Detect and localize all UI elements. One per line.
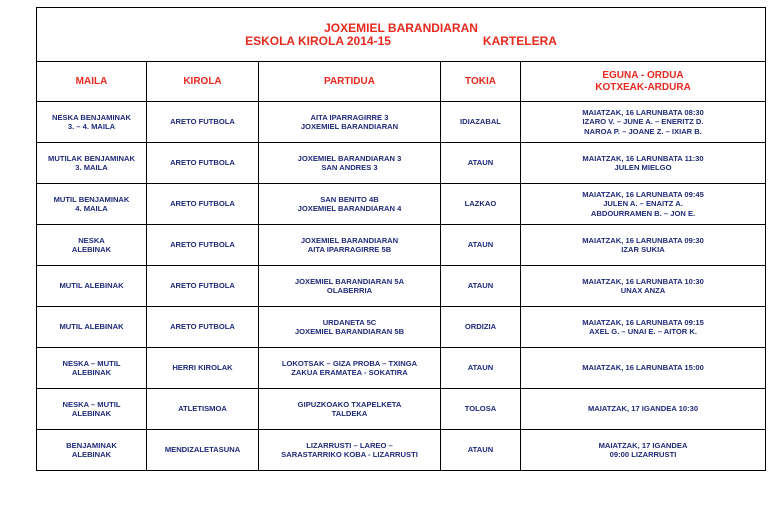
maila-cell bbox=[37, 430, 147, 471]
eguna-ordua-cell bbox=[521, 184, 766, 225]
cell-text: MAIATZAK, 17 IGANDEA 10:30 bbox=[587, 404, 699, 414]
header-text: KIROLA bbox=[183, 75, 222, 87]
eguna-ordua-cell bbox=[521, 225, 766, 266]
program-name: ESKOLA KIROLA 2014-15 bbox=[245, 33, 391, 48]
header-text: TOKIA bbox=[465, 75, 496, 87]
section-name: KARTELERA bbox=[482, 33, 557, 48]
cell-text: SAN ANDRES 3 bbox=[321, 163, 378, 172]
partidua-cell bbox=[259, 266, 441, 307]
cell-text: ATAUN bbox=[467, 158, 494, 168]
header-text: MAILA bbox=[75, 75, 108, 87]
partidua-cell bbox=[259, 348, 441, 389]
tokia-cell bbox=[441, 225, 521, 266]
cell-text: LAZKAO bbox=[464, 199, 497, 209]
maila-cell bbox=[37, 102, 147, 143]
cell-text: JULEN MIELGO bbox=[614, 163, 672, 172]
eguna-ordua-cell bbox=[521, 143, 766, 184]
schedule-table bbox=[36, 7, 766, 471]
kirola-cell bbox=[147, 430, 259, 471]
document-title bbox=[37, 8, 766, 62]
partidua-cell bbox=[259, 430, 441, 471]
header-row bbox=[37, 62, 766, 102]
cell-text: MAIATZAK, 16 LARUNBATA 09:45 bbox=[582, 189, 704, 199]
cell-text: MAIATZAK, 16 LARUNBATA 09:30 bbox=[582, 235, 704, 245]
cell-text: TOLOSA bbox=[464, 404, 497, 414]
table-row bbox=[37, 348, 766, 389]
cell-text: TALDEKA bbox=[331, 409, 368, 418]
cell-text: HERRI KIROLAK bbox=[172, 363, 233, 373]
cell-text: ALEBINAK bbox=[71, 409, 112, 418]
table-row bbox=[37, 430, 766, 471]
cell-text: LIZARRUSTI – LAREO – bbox=[306, 440, 393, 450]
cell-text: JOXEMIEL BARANDIARAN bbox=[300, 235, 399, 245]
cell-text: IDIAZABAL bbox=[460, 117, 501, 127]
partidua-cell bbox=[259, 143, 441, 184]
cell-text: JOXEMIEL BARANDIARAN 3 bbox=[297, 153, 402, 163]
kirola-cell bbox=[147, 184, 259, 225]
cell-text: SAN BENITO 4B bbox=[320, 194, 379, 204]
cell-text: ATAUN bbox=[467, 240, 494, 250]
maila-cell bbox=[37, 225, 147, 266]
cell-text: ARETO FUTBOLA bbox=[170, 240, 235, 250]
header-tokia bbox=[441, 62, 521, 102]
kirola-cell bbox=[147, 143, 259, 184]
tokia-cell bbox=[441, 307, 521, 348]
eguna-ordua-cell bbox=[521, 348, 766, 389]
cell-text: ARETO FUTBOLA bbox=[170, 281, 235, 291]
cell-text: NESKA BENJAMINAK bbox=[51, 112, 132, 122]
cell-text: JOXEMIEL BARANDIARAN bbox=[300, 122, 399, 131]
header-text: EGUNA - ORDUA bbox=[602, 69, 684, 81]
tokia-cell bbox=[441, 348, 521, 389]
eguna-ordua-cell bbox=[521, 430, 766, 471]
kirola-cell bbox=[147, 389, 259, 430]
cell-text: IZARO V. – JUNE A. – ENERITZ D. bbox=[582, 117, 704, 127]
cell-text: NESKA – MUTIL bbox=[62, 358, 121, 368]
school-name: JOXEMIEL BARANDIARAN bbox=[324, 20, 478, 35]
partidua-cell bbox=[259, 184, 441, 225]
cell-text: AITA IPARRAGIRRE 5B bbox=[307, 245, 392, 254]
eguna-ordua-cell bbox=[521, 389, 766, 430]
cell-text: BENJAMINAK bbox=[66, 440, 117, 450]
tokia-cell bbox=[441, 102, 521, 143]
cell-text: MUTILAK BENJAMINAK bbox=[48, 153, 135, 163]
partidua-cell bbox=[259, 307, 441, 348]
cell-text: JULEN A. – ENAITZ A. bbox=[603, 199, 683, 209]
tokia-cell bbox=[441, 430, 521, 471]
kirola-cell bbox=[147, 225, 259, 266]
partidua-cell bbox=[259, 389, 441, 430]
cell-text: MAIATZAK, 16 LARUNBATA 10:30 bbox=[582, 276, 704, 286]
kirola-cell bbox=[147, 348, 259, 389]
schedule-sheet bbox=[36, 7, 765, 471]
cell-text: NESKA bbox=[78, 235, 105, 245]
cell-text: ALEBINAK bbox=[71, 368, 112, 377]
cell-text: MAIATZAK, 17 IGANDEA bbox=[598, 440, 688, 450]
cell-text: ZAKUA ERAMATEA - SOKATIRA bbox=[291, 368, 408, 377]
cell-text: MUTIL ALEBINAK bbox=[59, 322, 124, 332]
partidua-cell bbox=[259, 225, 441, 266]
cell-text: ATAUN bbox=[467, 281, 494, 291]
header-eguna-ordua bbox=[521, 62, 766, 102]
maila-cell bbox=[37, 266, 147, 307]
header-text: PARTIDUA bbox=[324, 75, 375, 87]
cell-text: MAIATZAK, 16 LARUNBATA 09:15 bbox=[582, 317, 704, 327]
maila-cell bbox=[37, 389, 147, 430]
header-text: KOTXEAK-ARDURA bbox=[595, 81, 691, 93]
table-row bbox=[37, 307, 766, 348]
tokia-cell bbox=[441, 184, 521, 225]
cell-text: JOXEMIEL BARANDIARAN 5B bbox=[294, 327, 405, 336]
cell-text: IZAR SUKIA bbox=[621, 245, 665, 254]
cell-text: MUTIL BENJAMINAK bbox=[53, 194, 130, 204]
maila-cell bbox=[37, 143, 147, 184]
tokia-cell bbox=[441, 266, 521, 307]
cell-text: SARASTARRIKO KOBA - LIZARRUSTI bbox=[281, 450, 418, 459]
header-maila bbox=[37, 62, 147, 102]
cell-text: ALEBINAK bbox=[71, 245, 112, 254]
table-row bbox=[37, 225, 766, 266]
cell-text: ABDOURRAMEN B. – JON E. bbox=[590, 208, 696, 218]
cell-text: NESKA – MUTIL bbox=[62, 399, 121, 409]
cell-text: 4. MAILA bbox=[75, 204, 108, 213]
maila-cell bbox=[37, 307, 147, 348]
table-row bbox=[37, 389, 766, 430]
cell-text: JOXEMIEL BARANDIARAN 4 bbox=[297, 204, 402, 213]
tokia-cell bbox=[441, 143, 521, 184]
kirola-cell bbox=[147, 266, 259, 307]
cell-text: UNAX ANZA bbox=[620, 286, 666, 295]
eguna-ordua-cell bbox=[521, 266, 766, 307]
cell-text: MUTIL ALEBINAK bbox=[59, 281, 124, 291]
cell-text: AITA IPARRAGIRRE 3 bbox=[310, 112, 389, 122]
cell-text: ARETO FUTBOLA bbox=[170, 199, 235, 209]
table-row bbox=[37, 143, 766, 184]
eguna-ordua-cell bbox=[521, 102, 766, 143]
cell-text: NAROA P. – JOANE Z. – IXIAR B. bbox=[584, 126, 702, 136]
kirola-cell bbox=[147, 102, 259, 143]
cell-text: MAIATZAK, 16 LARUNBATA 08:30 bbox=[582, 107, 704, 117]
cell-text: ARETO FUTBOLA bbox=[170, 117, 235, 127]
cell-text: OLABERRIA bbox=[326, 286, 373, 295]
table-row bbox=[37, 102, 766, 143]
cell-text: 3. MAILA bbox=[75, 163, 108, 172]
cell-text: LOKOTSAK – GIZA PROBA – TXINGA bbox=[281, 358, 418, 368]
cell-text: ATLETISMOA bbox=[178, 404, 227, 414]
cell-text: URDANETA 5C bbox=[322, 317, 377, 327]
maila-cell bbox=[37, 184, 147, 225]
header-kirola bbox=[147, 62, 259, 102]
eguna-ordua-cell bbox=[521, 307, 766, 348]
table-row bbox=[37, 266, 766, 307]
cell-text: ARETO FUTBOLA bbox=[170, 322, 235, 332]
cell-text: MAIATZAK, 16 LARUNBATA 11:30 bbox=[582, 153, 704, 163]
cell-text: JOXEMIEL BARANDIARAN 5A bbox=[294, 276, 405, 286]
table-row bbox=[37, 184, 766, 225]
kirola-cell bbox=[147, 307, 259, 348]
cell-text: ATAUN bbox=[467, 445, 494, 455]
cell-text: MENDIZALETASUNA bbox=[164, 445, 241, 455]
cell-text: ALEBINAK bbox=[71, 450, 112, 459]
cell-text: 09:00 LIZARRUSTI bbox=[609, 450, 677, 459]
table-body bbox=[37, 102, 766, 471]
tokia-cell bbox=[441, 389, 521, 430]
cell-text: GIPUZKOAKO TXAPELKETA bbox=[297, 399, 402, 409]
maila-cell bbox=[37, 348, 147, 389]
cell-text: ARETO FUTBOLA bbox=[170, 158, 235, 168]
cell-text: AXEL G. – UNAI E. – AITOR K. bbox=[589, 327, 697, 336]
cell-text: MAIATZAK, 16 LARUNBATA 15:00 bbox=[582, 363, 704, 373]
cell-text: ATAUN bbox=[467, 363, 494, 373]
partidua-cell bbox=[259, 102, 441, 143]
header-partidua bbox=[259, 62, 441, 102]
cell-text: ORDIZIA bbox=[464, 322, 497, 332]
cell-text: 3. – 4. MAILA bbox=[67, 122, 116, 131]
